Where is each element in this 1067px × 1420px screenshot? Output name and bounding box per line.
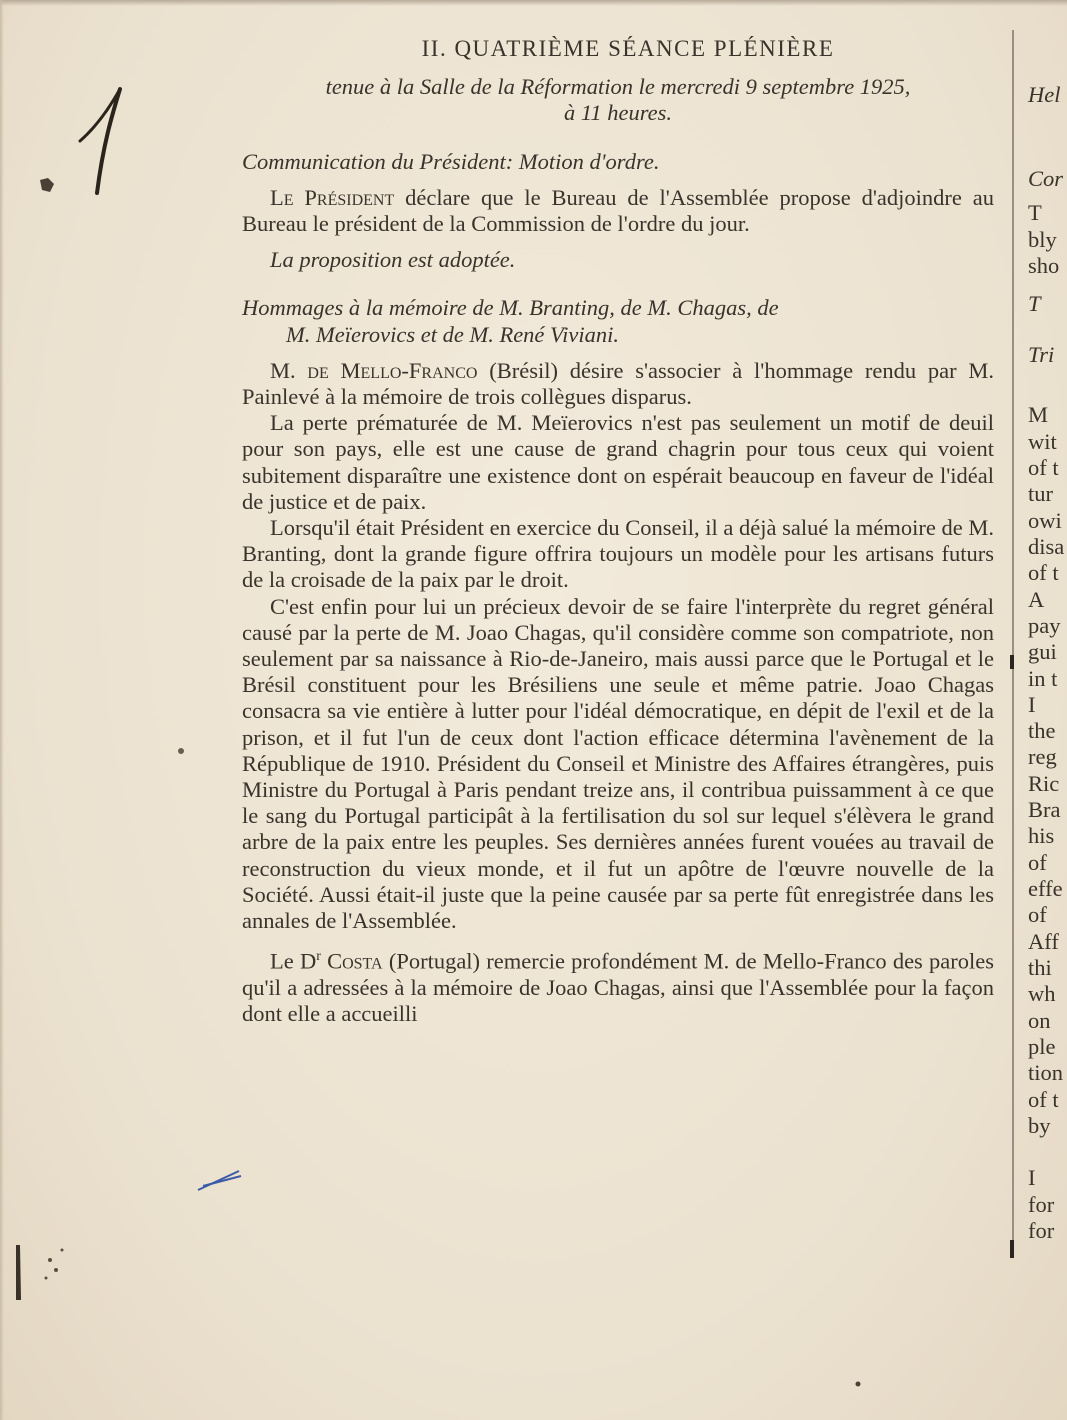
ink-speck (36, 174, 58, 196)
right-fragment: reg (1028, 744, 1057, 769)
right-fragment: on (1028, 1008, 1051, 1033)
paragraph-meierovics: La perte prématurée de M. Meïerovics n'est pas seulement un motif de deuil pour son pays, elle est une cause de grand chagrin pour tous ceux qui voient subitement disparaître une existence dont on espérait beaucoup en faveur de l'idéal de justice et de paix. (242, 410, 994, 514)
subheading-line-1: tenue à la Salle de la Réformation le mercredi 9 septembre 1925, (325, 74, 911, 100)
right-fragment: Cor (1028, 166, 1064, 191)
right-fragment: I (1028, 692, 1036, 717)
pen-annotation-stroke (195, 1168, 245, 1194)
paragraph-chagas: C'est enfin pour lui un précieux devoir de se faire l'interprète du regret général causé par la perte de M. Joao Chagas, qu'il considère comme son compatriote, non seulement par sa naissance à Rio-de-Janeiro, mais aussi parce que le Portugal et le Brésil constituent pour les Brésiliens une seule et même patrie. Joao Chagas consacra sa vie entière à lutter pour l'idéal démocratique, en dépit de l'exil et de la prison, et il fut l'un de ceux dont l'action efficace détermina l'avènement de la République de 1910. Président du Conseil et Ministre des Affaires étrangères, puis Ministre du Portugal à Paris pendant treize ans, il contribua puissamment à ce que le sang du Portugal participât à la fertilisation du sol sur lequel s'élèvera le grand arbre de la paix entre les peuples. Ses dernières années furent vouées au travail de reconstruction du vieux monde, et il fut un apôtre de l'œuvre nouvelle de la Société. Aussi était-il juste que la peine causée par sa perte fût enregistrée dans les annales de l'Assemblée. (242, 593, 994, 934)
right-fragment: thi (1028, 955, 1052, 980)
page-left-edge (0, 0, 4, 1420)
right-fragment: Aff (1028, 929, 1059, 954)
section-title-line-1: Hommages à la mémoire de M. Branting, de M. Chagas, de (242, 295, 779, 321)
right-fragment: the (1028, 718, 1056, 743)
divider-ink-mark (1010, 655, 1014, 669)
section-title-communication: Communication du Président: Motion d'ordre. (242, 148, 660, 174)
paragraph-text: (Portugal) remercie profondément M. de Mello-Franco des paroles qu'il a adressées à la mémoire de Joao Chagas, ainsi que l'Assemblée pour la façon dont elle a accueilli (242, 948, 994, 1027)
right-fragment: owi (1028, 508, 1062, 533)
speaker-name: de Mello-Franco (307, 357, 478, 383)
paragraph-prefix: M. (270, 357, 308, 383)
right-fragment: of t (1028, 455, 1059, 480)
right-fragment: pay (1028, 613, 1061, 638)
right-fragment: of (1028, 902, 1047, 927)
paragraph-text: (Brésil) désire s'associer à l'hommage rendu par M. Painlevé à la mémoire de trois collègues disparus. (242, 357, 994, 410)
right-fragment: of t (1028, 1087, 1059, 1112)
right-fragment: Ric (1028, 771, 1060, 796)
paragraph-adopted: La proposition est adoptée. (270, 247, 516, 273)
right-fragment: Bra (1028, 797, 1061, 822)
paragraph-branting: Lorsqu'il était Président en exercice du Conseil, il a déjà salué la mémoire de M. Branting, dont la grande figure offrira toujours un modèle pour les artisans futurs de la croisade de la paix par le droit. (242, 515, 994, 593)
right-fragment: tur (1028, 481, 1053, 506)
ink-dot-bottom (852, 1378, 864, 1390)
speaker-name: Costa (320, 948, 383, 974)
right-fragment: in t (1028, 666, 1058, 691)
paragraph-costa (242, 944, 994, 1027)
paragraph-prefix: Le D (270, 948, 317, 974)
right-fragment: gui (1028, 639, 1057, 664)
right-fragment: for (1028, 1218, 1055, 1243)
handwritten-number-mark (70, 85, 130, 200)
divider-ink-mark-bottom (1010, 1240, 1014, 1258)
ink-smudge (6, 1230, 76, 1310)
right-fragment: his (1028, 823, 1055, 848)
paragraph-text: déclare que le Bureau de l'Assemblée propose d'adjoindre au Bureau le président de la Commission de l'ordre du jour. (242, 184, 994, 237)
right-fragment: tion (1028, 1060, 1064, 1085)
right-fragment: wh (1028, 981, 1056, 1006)
right-fragment: M (1028, 402, 1049, 427)
paragraph-mello-franco (242, 358, 994, 410)
right-fragment: sho (1028, 253, 1060, 278)
main-text-column (242, 36, 994, 1027)
right-fragment: Hel (1028, 82, 1061, 107)
subheading-line-2: à 11 heures. (563, 100, 673, 126)
right-fragment: I (1028, 1165, 1036, 1190)
section-title-hommages (242, 295, 994, 347)
page-heading: II. QUATRIÈME SÉANCE PLÉNIÈRE (421, 36, 835, 61)
section-title-line-2: M. Meïerovics et de M. René Viviani. (286, 321, 619, 347)
paragraph-president-motion (242, 185, 994, 237)
right-fragment: by (1028, 1113, 1051, 1138)
right-fragment: wit (1028, 429, 1057, 454)
right-fragment: disa (1028, 534, 1065, 559)
right-fragment: for (1028, 1192, 1055, 1217)
superscript: r (316, 949, 321, 965)
session-subheading (242, 74, 994, 126)
ink-dot (176, 744, 186, 758)
right-fragment: ple (1028, 1034, 1056, 1059)
right-fragment: T (1028, 291, 1041, 316)
column-divider (1012, 30, 1014, 1255)
right-fragment: effe (1028, 876, 1063, 901)
right-fragment: T (1028, 200, 1042, 225)
page-top-edge (0, 0, 1067, 6)
right-fragment: bly (1028, 227, 1057, 252)
right-fragment: Tri (1028, 342, 1055, 367)
right-fragment: A (1028, 587, 1045, 612)
right-fragment: of (1028, 850, 1047, 875)
right-fragment: of t (1028, 560, 1059, 585)
speaker-name: Le Président (270, 184, 395, 210)
